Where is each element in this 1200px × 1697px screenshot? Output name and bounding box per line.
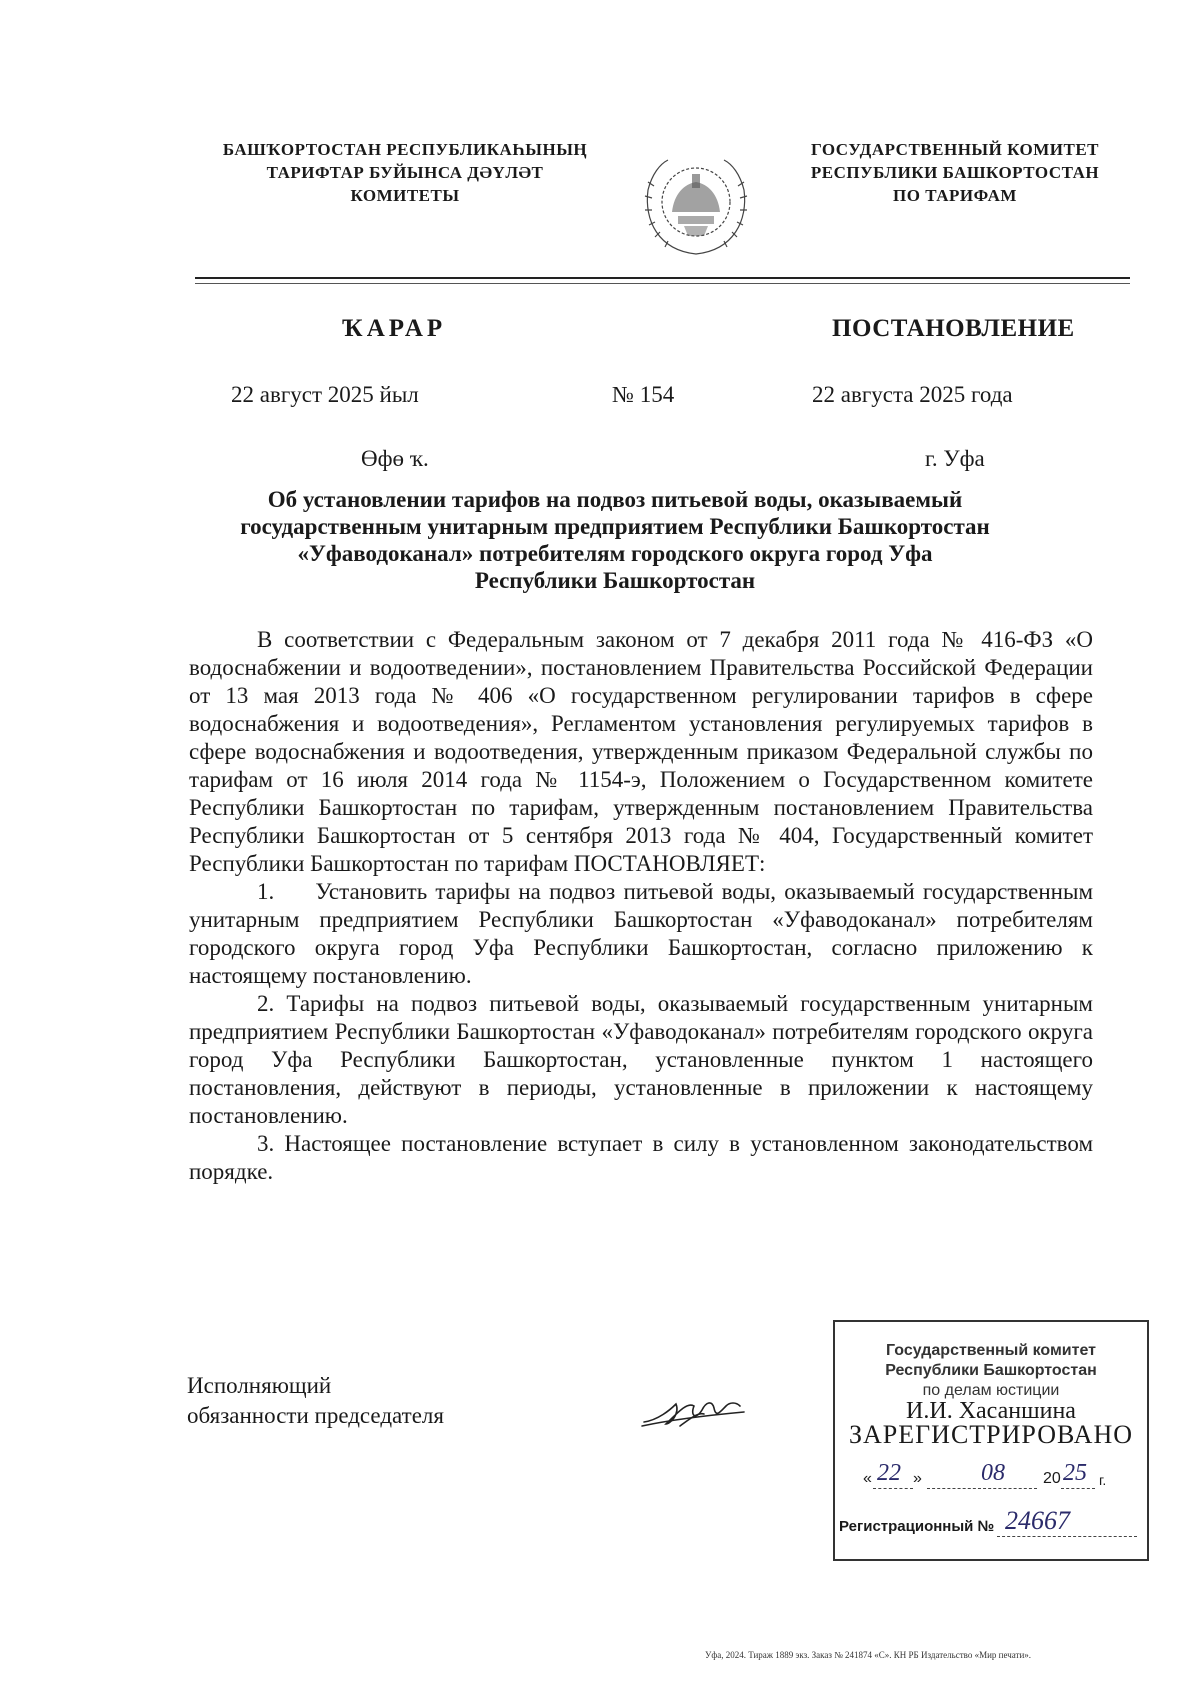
footer-imprint: Уфа, 2024. Тираж 1889 экз. Заказ № 241874 «С». КН РБ Издательство «Мир печати». bbox=[705, 1650, 1032, 1660]
stamp-date-close-quote: » bbox=[913, 1470, 922, 1487]
stamp-authority-line: Республики Башкортостан bbox=[885, 1362, 1097, 1379]
registration-stamp bbox=[833, 1320, 1149, 1561]
doc-number: № 154 bbox=[612, 382, 675, 407]
header-left-line: ТАРИФТАР БУЙЫНСА ДӘҮЛӘТ bbox=[266, 163, 544, 182]
header-right-russian bbox=[770, 138, 1140, 207]
title-line: государственным унитарным предприятием Республики Башкортостан bbox=[240, 514, 990, 539]
stamp-signer: И.И. Хасаншина bbox=[906, 1398, 1076, 1424]
stamp-date-year-prefix: 20 bbox=[1043, 1470, 1061, 1487]
stamp-reg-label: Регистрационный № bbox=[839, 1518, 995, 1535]
stamp-date-open-quote: « bbox=[863, 1470, 872, 1487]
signatory-position bbox=[187, 1371, 444, 1431]
position-line: обязанности председателя bbox=[187, 1403, 444, 1428]
preamble-paragraph: В соответствии с Федеральным законом от 7 декабря 2011 года № 416-ФЗ «О водоснабжении и водоотведении», постановлением Правительства Российской Федерации от 13 мая 2013 года № 406 «О государственном регулировании тарифов в сфере водоснабжения и водоотведения», Регламентом установления регулируемых тарифов в сфере водоснабжения и водоотведения, утвержденным приказом Федеральной службы по тарифам от 16 июля 2014 года № 1154-э, Положением о Государственном комитете Республики Башкортостан по тарифам, утвержденным постановлением Правительства Республики Башкортостан от 5 сентября 2013 года № 404, Государственный комитет Республики Башкортостан по тарифам ПОСТАНОВЛЯЕТ: bbox=[189, 627, 1093, 876]
date-bashkir: 22 август 2025 йыл bbox=[231, 382, 419, 407]
stamp-date-day: 22 bbox=[877, 1460, 901, 1486]
header-right-line: РЕСПУБЛИКИ БАШКОРТОСТАН bbox=[810, 163, 1100, 182]
doc-type-bashkir: ҠАРАР bbox=[342, 315, 447, 342]
stamp-authority-line: по делам юстиции bbox=[922, 1382, 1060, 1399]
header-left-line: БАШҠОРТОСТАН РЕСПУБЛИКАҺЫНЫҢ bbox=[222, 140, 588, 159]
stamp-date-day-underline bbox=[873, 1488, 913, 1489]
item-2-paragraph: 2. Тарифы на подвоз питьевой воды, оказываемый государственным унитарным предприятием Республики Башкортостан «Уфаводоканал» потребителям городского округа город Уфа Республики Башкортостан, установленные пунктом 1 настоящего постановления, действуют в периоды, установленные в приложении к настоящему постановлению. bbox=[189, 991, 1093, 1128]
stamp-date-year-underline bbox=[1061, 1488, 1095, 1489]
stamp-date bbox=[863, 1460, 1133, 1494]
stamp-date-month: 08 bbox=[981, 1460, 1005, 1486]
city-russian: г. Уфа bbox=[925, 446, 985, 471]
header-left-line: КОМИТЕТЫ bbox=[350, 186, 460, 205]
date-russian: 22 августа 2025 года bbox=[812, 382, 1013, 407]
header-right-line: ГОСУДАРСТВЕННЫЙ КОМИТЕТ bbox=[810, 140, 1099, 159]
title-line: Республики Башкортостан bbox=[474, 568, 756, 593]
header-divider-thin bbox=[195, 283, 1130, 284]
stamp-reg-underline bbox=[997, 1536, 1137, 1537]
document-title bbox=[150, 486, 1080, 594]
stamp-date-year-unit: г. bbox=[1099, 1472, 1107, 1488]
stamp-authority-line: Государственный комитет bbox=[886, 1342, 1096, 1359]
title-line: «Уфаводоканал» потребителям городского округа город Уфа bbox=[297, 541, 933, 566]
item-3-paragraph: 3. Настоящее постановление вступает в силу в установленном законодательством порядке. bbox=[189, 1131, 1093, 1184]
stamp-date-month-underline bbox=[927, 1488, 1037, 1489]
header-right-line: ПО ТАРИФАМ bbox=[893, 186, 1017, 205]
title-line: Об установлении тарифов на подвоз питьевой воды, оказываемый bbox=[267, 487, 963, 512]
document-body bbox=[189, 626, 1093, 1186]
stamp-date-year: 25 bbox=[1063, 1460, 1087, 1486]
city-bashkir: Өфө ҡ. bbox=[361, 446, 429, 471]
header-left-bashkir bbox=[170, 138, 640, 207]
stamp-status: ЗАРЕГИСТРИРОВАНО bbox=[849, 1420, 1133, 1449]
doc-type-russian: ПОСТАНОВЛЕНИЕ bbox=[832, 315, 1075, 342]
bashkortostan-emblem-icon bbox=[638, 150, 754, 262]
header-divider bbox=[195, 277, 1130, 279]
handwritten-signature bbox=[640, 1390, 750, 1436]
position-line: Исполняющий bbox=[187, 1373, 332, 1398]
item-1-paragraph: 1. Установить тарифы на подвоз питьевой воды, оказываемый государственным унитарным предприятием Республики Башкортостан «Уфаводоканал» потребителям городского округа город Уфа Республики Башкортостан, согласно приложению к настоящему постановлению. bbox=[189, 879, 1093, 988]
stamp-reg-number: 24667 bbox=[1005, 1506, 1070, 1535]
